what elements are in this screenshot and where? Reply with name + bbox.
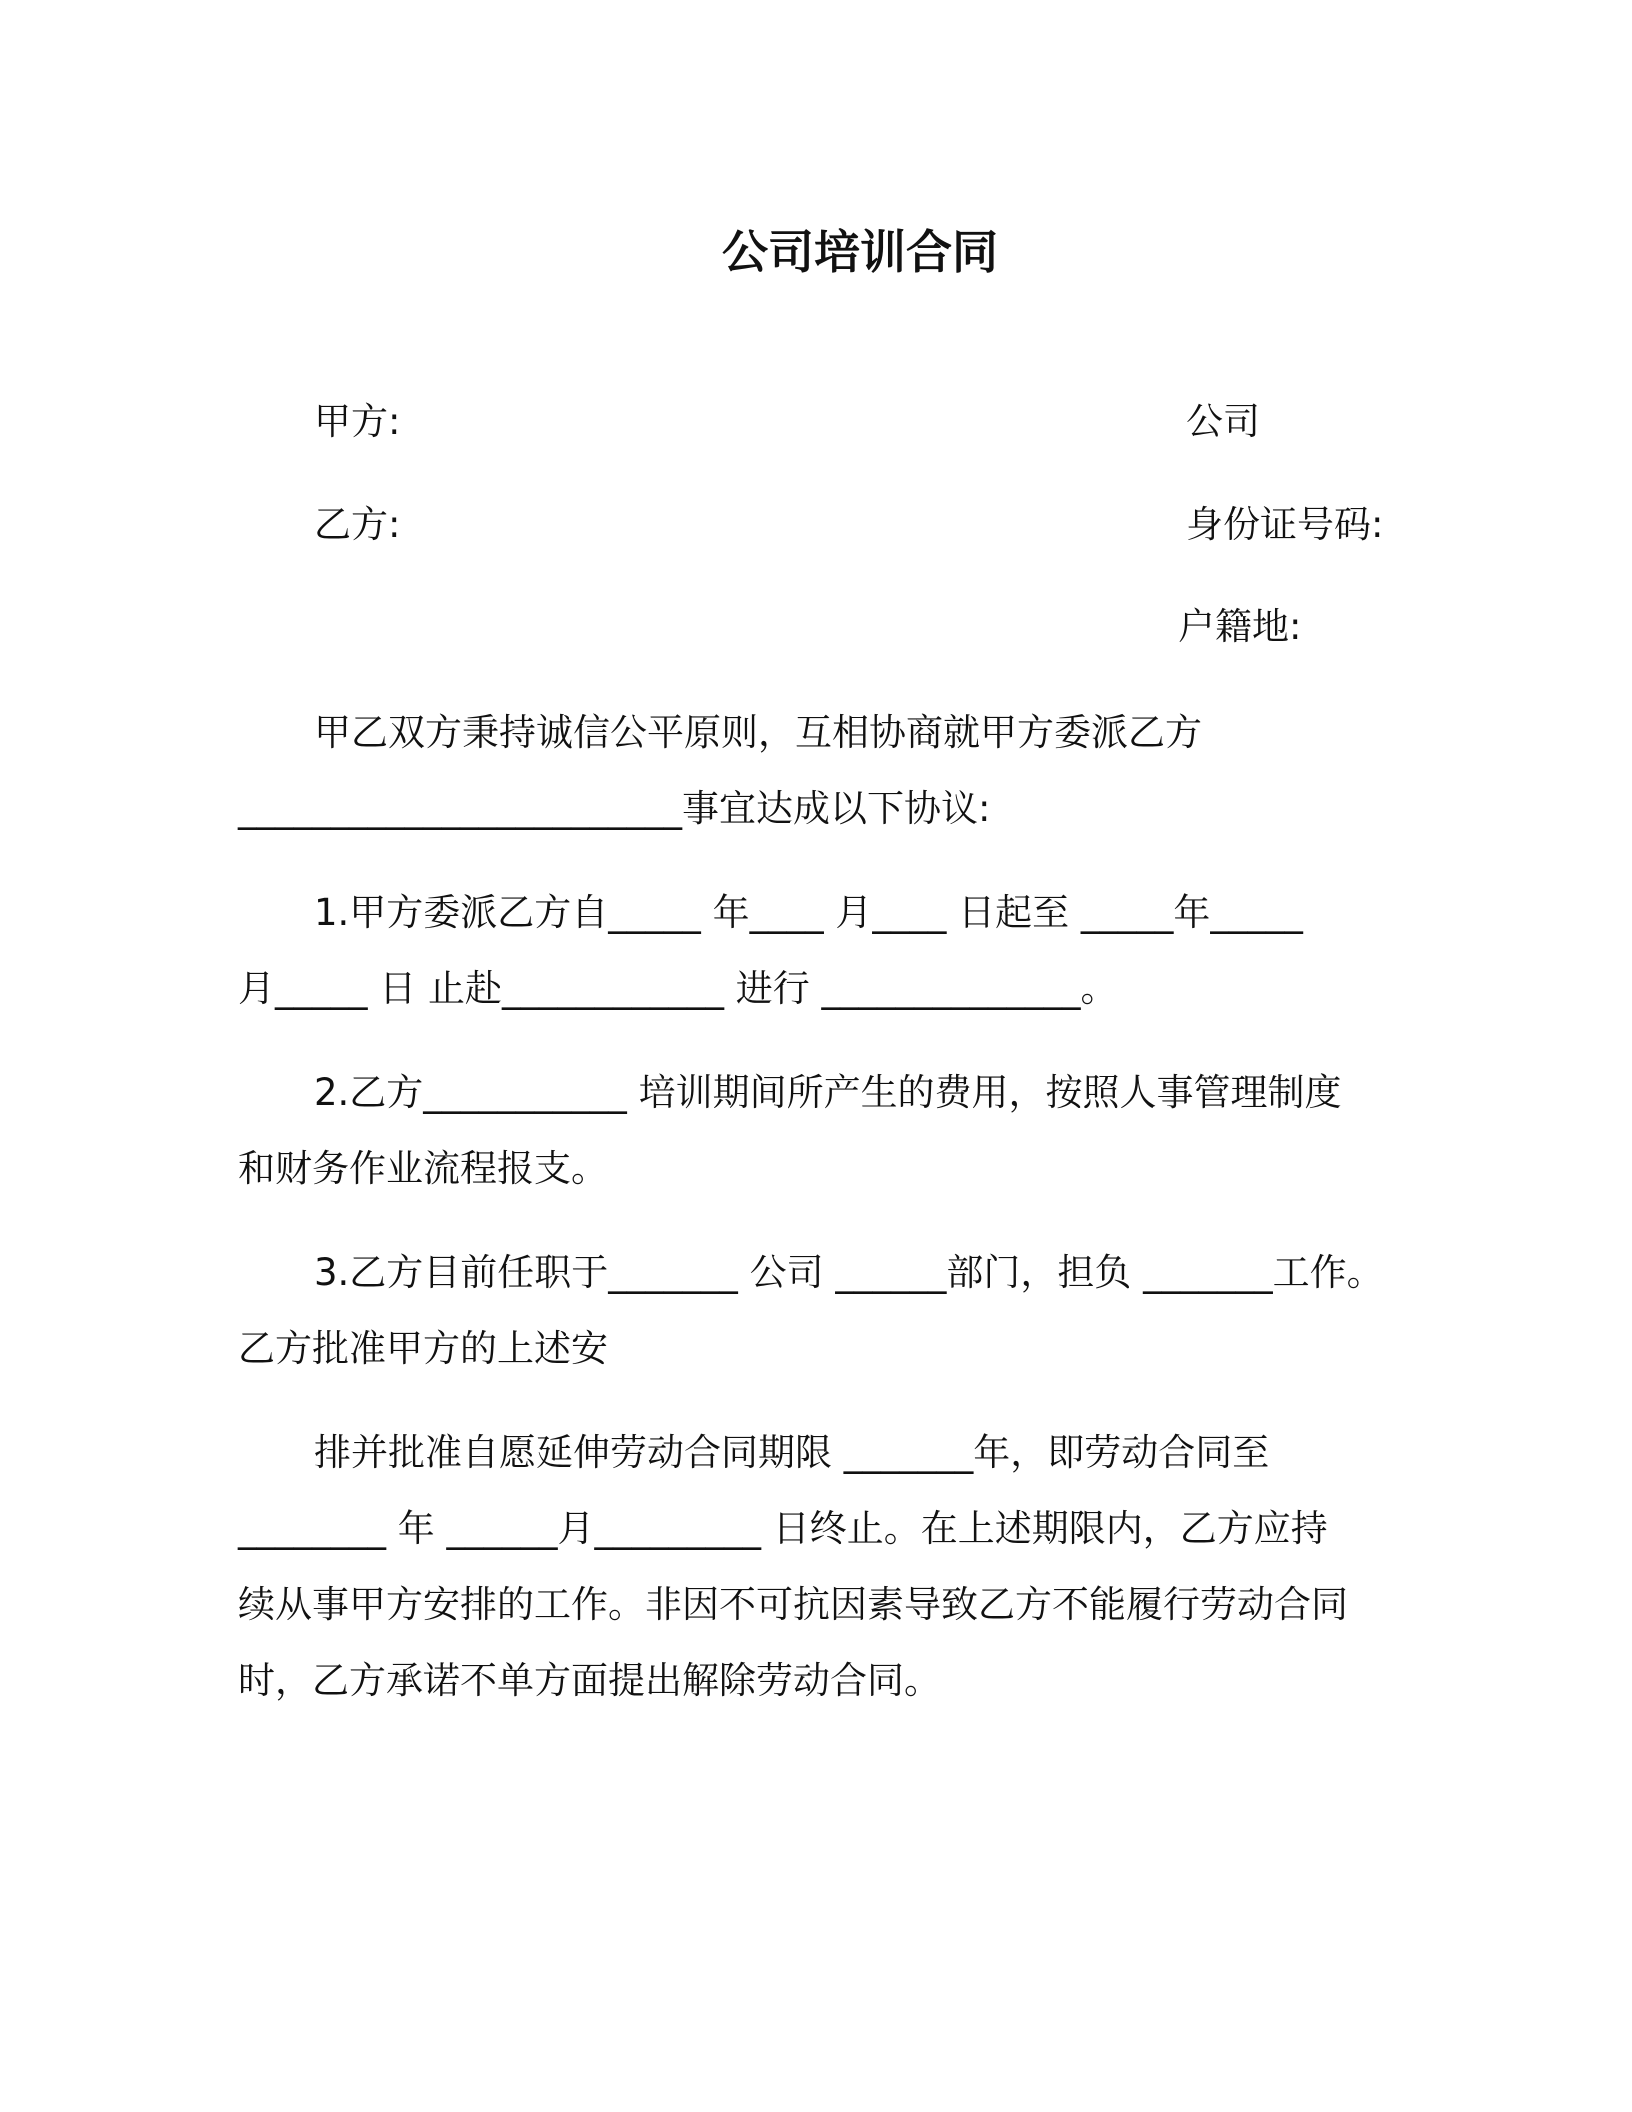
party-a-label: 甲方: [314,400,401,443]
clause-4-line-3: 续从事甲方安排的工作。非因不可抗因素导致乙方不能履行劳动合同 [238,1583,1348,1626]
clause-4-line-2: ________ 年 ______月_________ 日终止。在上述期限内，乙方应持 [238,1507,1328,1550]
clause-1-line-2: 月_____ 日 止赴____________ 进行 ______________。 [238,967,1118,1010]
clause-2-line-1: 2.乙方___________ 培训期间所产生的费用，按照人事管理制度 [314,1071,1342,1114]
party-a-company-label: 公司 [1186,400,1260,443]
clause-2-line-2: 和财务作业流程报支。 [238,1147,608,1190]
id-number-label: 身份证号码: [1186,503,1384,546]
intro-line-2: ________________________事宜达成以下协议: [238,787,991,830]
party-b-label: 乙方: [314,503,401,546]
household-label: 户籍地: [1178,605,1302,648]
clause-4-line-1: 排并批准自愿延伸劳动合同期限 _______年，即劳动合同至 [314,1431,1270,1474]
clause-4-line-4: 时，乙方承诺不单方面提出解除劳动合同。 [238,1659,941,1702]
clause-1-line-1: 1.甲方委派乙方自_____ 年____ 月____ 日起至 _____年_____ [314,891,1303,934]
clause-3-line-2: 乙方批准甲方的上述安 [238,1327,608,1370]
intro-line-1: 甲乙双方秉持诚信公平原则，互相协商就甲方委派乙方 [314,711,1202,754]
document-title: 公司培训合同 [722,225,998,279]
clause-3-line-1: 3.乙方目前任职于_______ 公司 ______部门，担负 _______工作。 [314,1251,1384,1294]
